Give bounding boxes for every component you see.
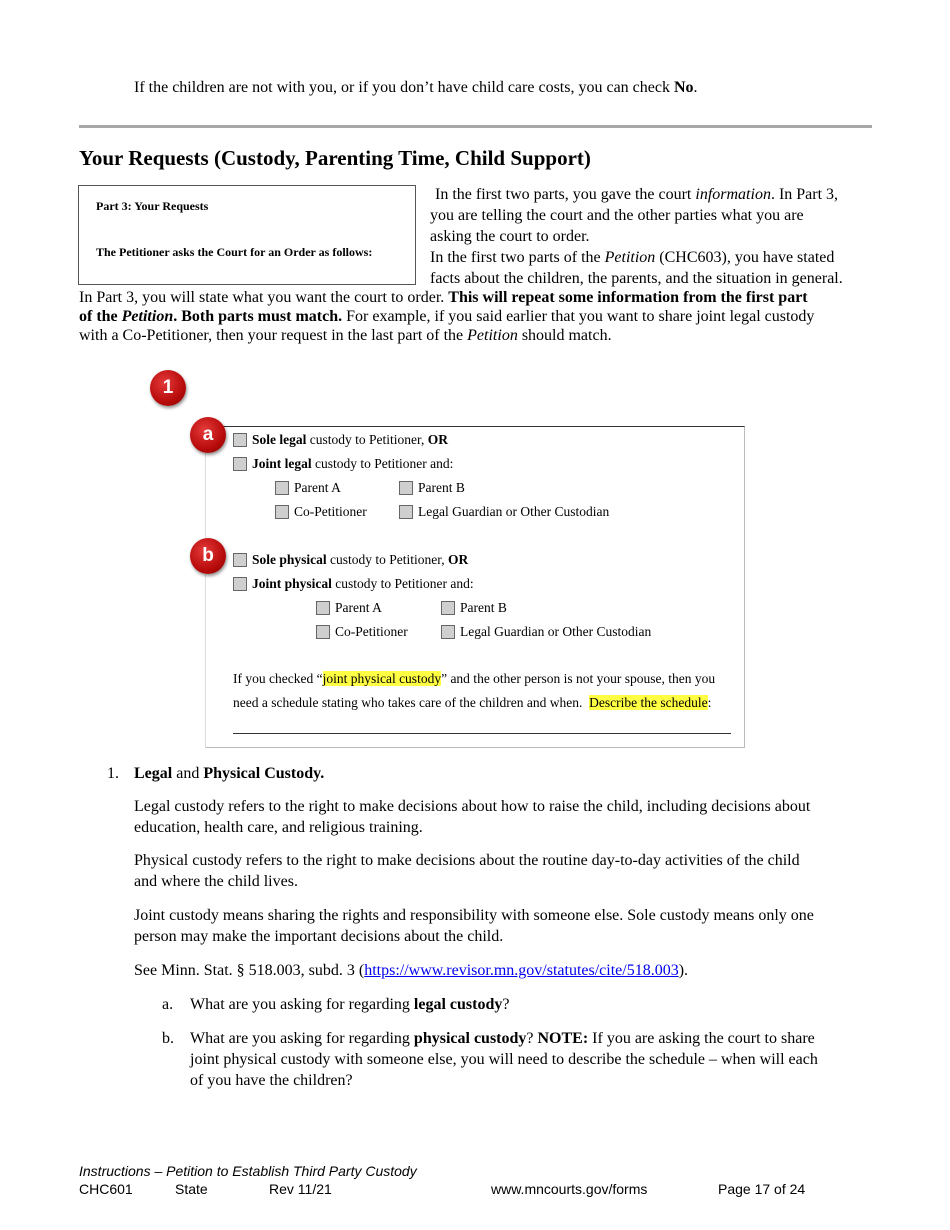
footer-page: Page 17 of 24	[718, 1181, 806, 1197]
part3-line-1: In Part 3, you will state what you want the court to order. This will repeat some information from the first part	[79, 289, 808, 306]
footer-url: www.mncourts.gov/forms	[491, 1181, 648, 1197]
physical-custody-def-1: Physical custody refers to the right to make decisions about the routine day-to-day activities of the child	[134, 852, 800, 869]
checkbox-icon[interactable]	[275, 505, 289, 519]
sub-item-b-line-2: joint physical custody with someone else, you will need to describe the schedule – when will each	[190, 1051, 818, 1068]
side-line-3: asking the court to order.	[430, 228, 590, 245]
checkbox-icon[interactable]	[399, 505, 413, 519]
statute-link[interactable]: https://www.revisor.mn.gov/statutes/cite/518.003	[364, 962, 679, 979]
legal-custody-def-2: education, health care, and religious training.	[134, 819, 423, 836]
checkbox-icon[interactable]	[233, 553, 247, 567]
joint-legal-option: Joint legal custody to Petitioner and:	[233, 456, 453, 472]
intro-text: If the children are not with you, or if you don’t have child care costs, you can check	[134, 79, 674, 96]
joint-custody-def-1: Joint custody means sharing the rights and responsibility with someone else. Sole custody means only one	[134, 907, 814, 924]
physical-guardian: Legal Guardian or Other Custodian	[441, 624, 651, 640]
schedule-answer-line[interactable]	[233, 733, 731, 734]
physical-custody-def-2: and where the child lives.	[134, 873, 298, 890]
checkbox-icon[interactable]	[233, 457, 247, 471]
part3-line-3: with a Co-Petitioner, then your request in the last part of the Petition should match.	[79, 327, 612, 344]
sole-physical-option: Sole physical custody to Petitioner, OR	[233, 552, 468, 568]
section-divider	[79, 125, 872, 128]
legal-parent-a: Parent A	[275, 480, 341, 496]
schedule-note-line-2: need a schedule stating who takes care of the children and when. Describe the schedule:	[233, 695, 712, 710]
section-heading: Your Requests (Custody, Parenting Time, Child Support)	[79, 146, 591, 170]
side-line-1: In the first two parts, you gave the court information. In Part 3,	[435, 186, 839, 203]
side-line-2: you are telling the court and the other parties what you are	[430, 207, 804, 224]
part3-line-2: of the Petition. Both parts must match. For example, if you said earlier that you want to share joint legal custody	[79, 308, 815, 325]
statute-reference: See Minn. Stat. § 518.003, subd. 3 (https://www.revisor.mn.gov/statutes/cite/518.003).	[134, 962, 689, 979]
sub-item-b-line-3: of you have the children?	[190, 1072, 353, 1089]
side-line-5: facts about the children, the parents, and the situation in general.	[430, 270, 843, 287]
checkbox-icon[interactable]	[399, 481, 413, 495]
checkbox-icon[interactable]	[316, 601, 330, 615]
legal-custody-def-1: Legal custody refers to the right to make decisions about how to raise the child, including decisions about	[134, 798, 811, 815]
checkbox-icon[interactable]	[233, 577, 247, 591]
checkbox-icon[interactable]	[275, 481, 289, 495]
item-title: Legal and Physical Custody.	[134, 765, 325, 782]
footer-rev: Rev 11/21	[269, 1181, 332, 1197]
legal-co-petitioner: Co-Petitioner	[275, 504, 367, 520]
intro-line	[134, 79, 698, 97]
petitioner-line: The Petitioner asks the Court for an Order as follows:	[96, 245, 373, 259]
physical-parent-a: Parent A	[316, 600, 382, 616]
item-number: 1.	[107, 765, 119, 782]
joint-custody-def-2: person may make the important decisions about the child.	[134, 928, 504, 945]
footer-form-id: CHC601	[79, 1181, 133, 1197]
footer-title: Instructions – Petition to Establish Third Party Custody	[79, 1163, 417, 1179]
sub-item-a-label: a.	[162, 996, 174, 1013]
intro-period: .	[693, 79, 698, 96]
physical-parent-b: Parent B	[441, 600, 507, 616]
sole-legal-option: Sole legal custody to Petitioner, OR	[233, 432, 448, 448]
footer-state: State	[175, 1181, 208, 1197]
sub-item-b-line-1: What are you asking for regarding physical custody? NOTE: If you are asking the court to share	[190, 1030, 815, 1047]
sub-item-b-label: b.	[162, 1030, 174, 1047]
joint-physical-option: Joint physical custody to Petitioner and:	[233, 576, 474, 592]
checkbox-icon[interactable]	[441, 601, 455, 615]
schedule-note-line-1: If you checked “joint physical custody” and the other person is not your spouse, then you	[233, 671, 716, 686]
part3-title: Part 3: Your Requests	[96, 199, 209, 213]
checkbox-icon[interactable]	[441, 625, 455, 639]
form-part3-image	[78, 185, 416, 285]
checkbox-icon[interactable]	[233, 433, 247, 447]
physical-co-petitioner: Co-Petitioner	[316, 624, 408, 640]
checkbox-icon[interactable]	[316, 625, 330, 639]
legal-parent-b: Parent B	[399, 480, 465, 496]
sub-item-a: What are you asking for regarding legal custody?	[190, 996, 510, 1013]
badge-a: a	[190, 417, 226, 453]
badge-1: 1	[150, 370, 186, 406]
intro-bold-no: No	[673, 79, 694, 96]
side-line-4: In the first two parts of the Petition (CHC603), you have stated	[430, 249, 835, 266]
badge-b: b	[190, 538, 226, 574]
legal-guardian: Legal Guardian or Other Custodian	[399, 504, 609, 520]
